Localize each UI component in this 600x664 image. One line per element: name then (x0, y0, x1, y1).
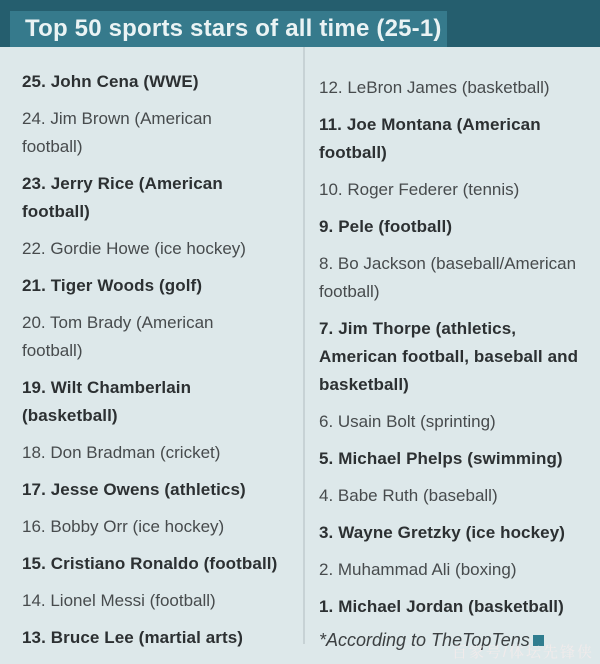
list-item-line: 11. Joe Montana (American (319, 115, 541, 134)
list-item-line: 15. Cristiano Ronaldo (football) (22, 554, 278, 573)
list-item (22, 476, 297, 504)
list-item-line: football) (319, 143, 387, 162)
list-item-line: 14. Lionel Messi (football) (22, 591, 216, 610)
list-item (22, 550, 297, 578)
list-item-line: 22. Gordie Howe (ice hockey) (22, 239, 246, 258)
list-item (22, 624, 297, 652)
list-item (22, 513, 297, 541)
list-item-line: 13. Bruce Lee (martial arts) (22, 628, 244, 647)
list-item (22, 170, 297, 226)
list-item-line: football) (319, 282, 380, 301)
list-item (22, 105, 297, 161)
list-item-line: 2. Muhammad Ali (boxing) (319, 560, 517, 579)
list-item-line: American football, baseball and (319, 347, 579, 366)
list-item (22, 374, 297, 430)
right-entries (319, 74, 596, 621)
list-item-line: 6. Usain Bolt (sprinting) (319, 412, 496, 431)
list-item-line: 1. Michael Jordan (basketball) (319, 597, 564, 616)
title-bar (10, 11, 447, 47)
list-item-line: 9. Pele (football) (319, 217, 453, 236)
list-item-line: 16. Bobby Orr (ice hockey) (22, 517, 225, 536)
list-item-line: basketball) (319, 375, 409, 394)
list-item-line: football) (22, 137, 83, 156)
list-item-line: (basketball) (22, 406, 118, 425)
list-item (22, 235, 297, 263)
list-item-line: 7. Jim Thorpe (athletics, (319, 319, 517, 338)
list-item (22, 309, 297, 365)
list-item-line: 20. Tom Brady (American (22, 313, 214, 332)
list-item (319, 213, 596, 241)
list-body (0, 47, 600, 664)
left-entries (22, 68, 297, 652)
list-item (22, 272, 297, 300)
list-item (319, 593, 596, 621)
list-item (319, 315, 596, 399)
list-item-line: 3. Wayne Gretzky (ice hockey) (319, 523, 566, 542)
header (0, 0, 600, 47)
list-item (22, 68, 297, 96)
list-item-line: 4. Babe Ruth (baseball) (319, 486, 498, 505)
list-item-line: 21. Tiger Woods (golf) (22, 276, 203, 295)
list-item (319, 556, 596, 584)
list-item (319, 74, 596, 102)
list-item-line: 12. LeBron James (basketball) (319, 78, 550, 97)
list-item-line: 18. Don Bradman (cricket) (22, 443, 221, 462)
watermark: 百家号/体坛先锋侠 (451, 644, 594, 661)
column-right (303, 47, 600, 664)
column-divider (303, 47, 305, 644)
list-item (319, 408, 596, 436)
list-item-line: 5. Michael Phelps (swimming) (319, 449, 563, 468)
list-item-line: football) (22, 341, 83, 360)
list-item-line: 25. John Cena (WWE) (22, 72, 199, 91)
column-left (0, 47, 303, 664)
list-item-line: 19. Wilt Chamberlain (22, 378, 192, 397)
list-item (22, 587, 297, 615)
list-item-line: 8. Bo Jackson (baseball/American (319, 254, 577, 273)
page-title: Top 50 sports stars of all time (25-1) (25, 15, 442, 42)
list-item-line: 17. Jesse Owens (athletics) (22, 480, 246, 499)
footnote-text: *According to TheTopTens (319, 630, 530, 650)
list-item (319, 519, 596, 547)
list-item (319, 176, 596, 204)
list-item-line: 24. Jim Brown (American (22, 109, 212, 128)
list-item-line: 10. Roger Federer (tennis) (319, 180, 520, 199)
list-item (319, 482, 596, 510)
list-item-line: football) (22, 202, 90, 221)
list-item-line: 23. Jerry Rice (American (22, 174, 223, 193)
list-item (319, 250, 596, 306)
list-item (319, 111, 596, 167)
list-item (22, 439, 297, 467)
list-item (319, 445, 596, 473)
